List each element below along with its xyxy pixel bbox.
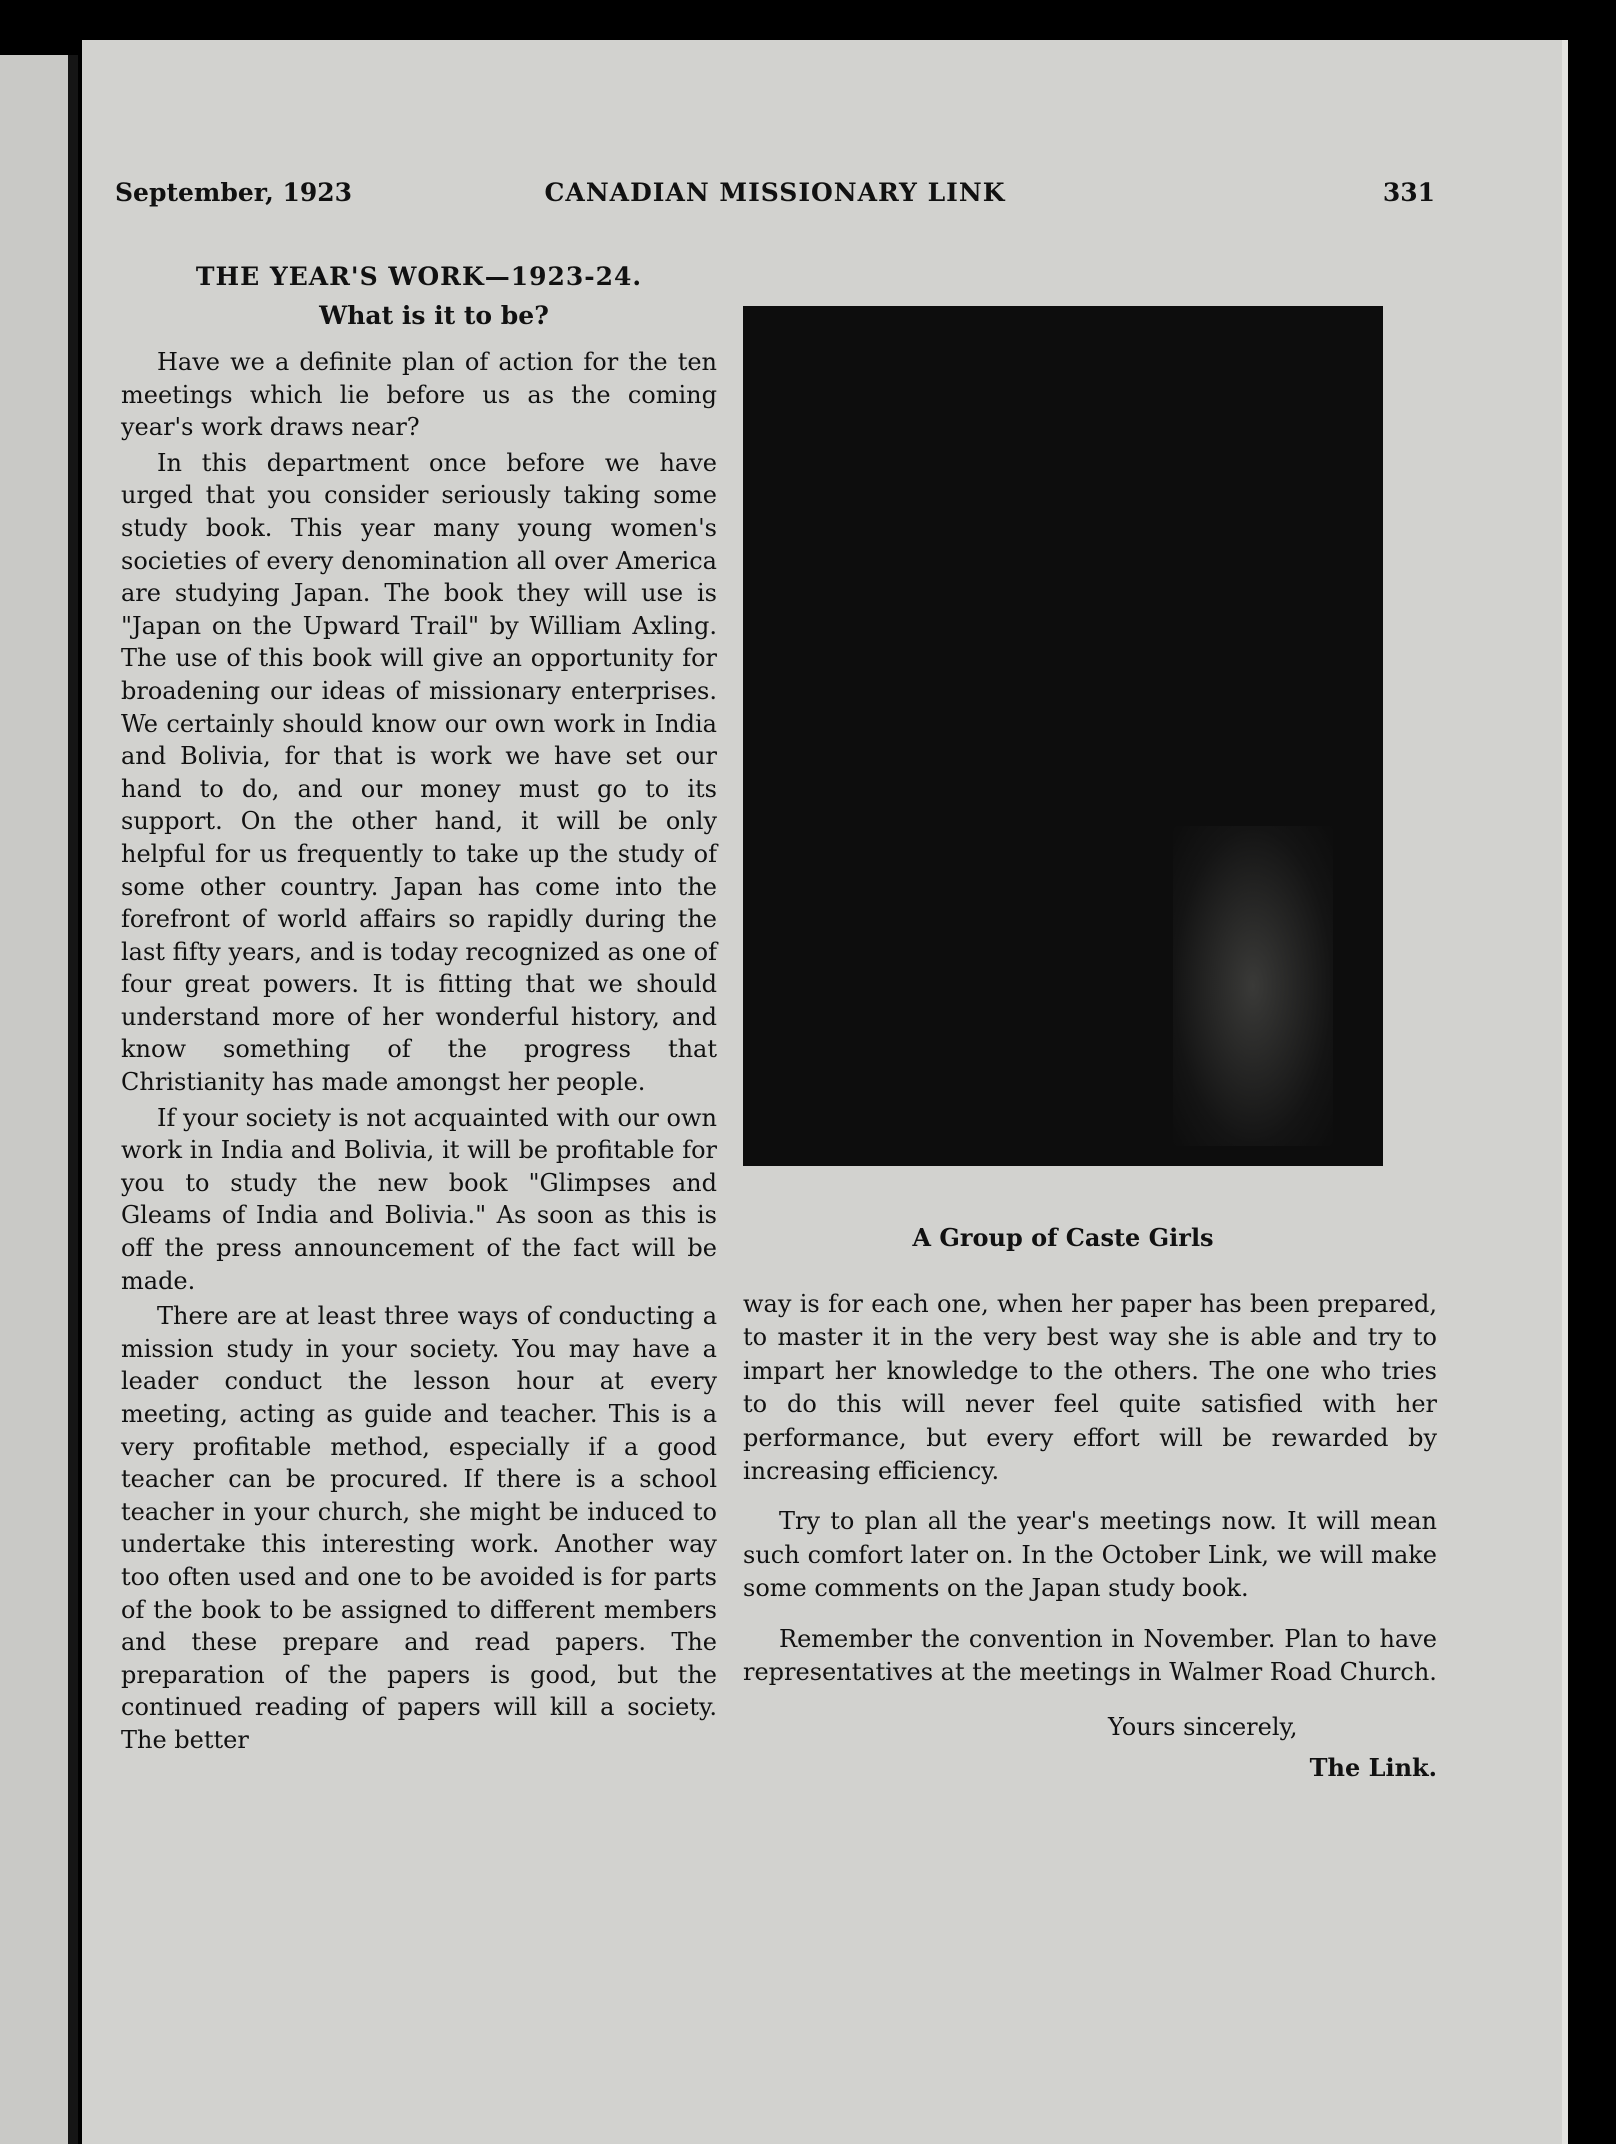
article-paragraph: If your society is not acquainted with our own work in India and Bolivia, it will be profitable for you to study the new book "Glimpses and Gleams of India and Bolivia." As soon as this is off the press announcement of the fact will be made.: [121, 1103, 717, 1295]
article-paragraph: way is for each one, when her paper has been prepared, to master it in the very best way she is able and try to impart her knowledge to the others. The one who tries to do this will never feel quite satisfied with her performance, but every effort will be rewarded by increasing efficiency.: [743, 1290, 1437, 1486]
photo-highlight: [1173, 826, 1333, 1146]
article-paragraph: In this department once before we have urged that you consider seriously taking some study book. This year many young women's societies of every denomination all over America are studying Japan. The book they will use is "Japan on the Upward Trail" by William Axling. The use of this book will give an opportunity for broadening our ideas of missionary enterprises. We certainly should know our own work in India and Bolivia, for that is work we have set our hand to do, and our money must go to its support. On the other hand, it will be only helpful for us frequently to take up the study of some other country. Japan has come into the forefront of world affairs so rapidly during the last fifty years, and is today recognized as one of four great powers. It is fitting that we should understand more of her wonderful history, and know something of the progress that Christianity has made amongst her people.: [121, 448, 717, 1097]
article-left-column: [121, 262, 717, 1760]
signature: The Link.: [1309, 1753, 1437, 1783]
photo-caption: A Group of Caste Girls: [912, 1223, 1214, 1252]
book-spine: [68, 55, 78, 2144]
closing-line: Yours sincerely,: [1108, 1713, 1298, 1742]
article-right-column: [743, 1288, 1437, 1782]
page-edge: [1562, 40, 1568, 2144]
running-header: [115, 178, 1435, 218]
page-number: 331: [1382, 178, 1435, 207]
article-paragraph: Have we a definite plan of action for the ten meetings which lie before us as the coming year's work draws near?: [121, 348, 717, 442]
photograph: [743, 306, 1383, 1166]
article-title: THE YEAR'S WORK—1923-24.: [195, 262, 643, 291]
previous-page-edge: [0, 55, 68, 2144]
article-paragraph: Remember the convention in November. Plan to have representatives at the meetings in Walmer Road Church.: [743, 1624, 1437, 1687]
article-paragraph: There are at least three ways of conducting a mission study in your society. You may have a leader conduct the lesson hour at every meeting, acting as guide and teacher. This is a very profitable method, especially if a good teacher can be procured. If there is a school teacher in your church, she might be induced to undertake this interesting work. Another way too often used and one to be avoided is for parts of the book to be assigned to different members and these prepare and read papers. The preparation of the papers is good, but the continued reading of papers will kill a society. The better: [121, 1302, 717, 1754]
article-subtitle: What is it to be?: [319, 301, 549, 330]
publication-title: CANADIAN MISSIONARY LINK: [544, 178, 1006, 207]
issue-date: September, 1923: [115, 178, 353, 207]
article-paragraph: Try to plan all the year's meetings now. It will mean such comfort later on. In the October Link, we will make some comments on the Japan study book.: [743, 1507, 1437, 1603]
